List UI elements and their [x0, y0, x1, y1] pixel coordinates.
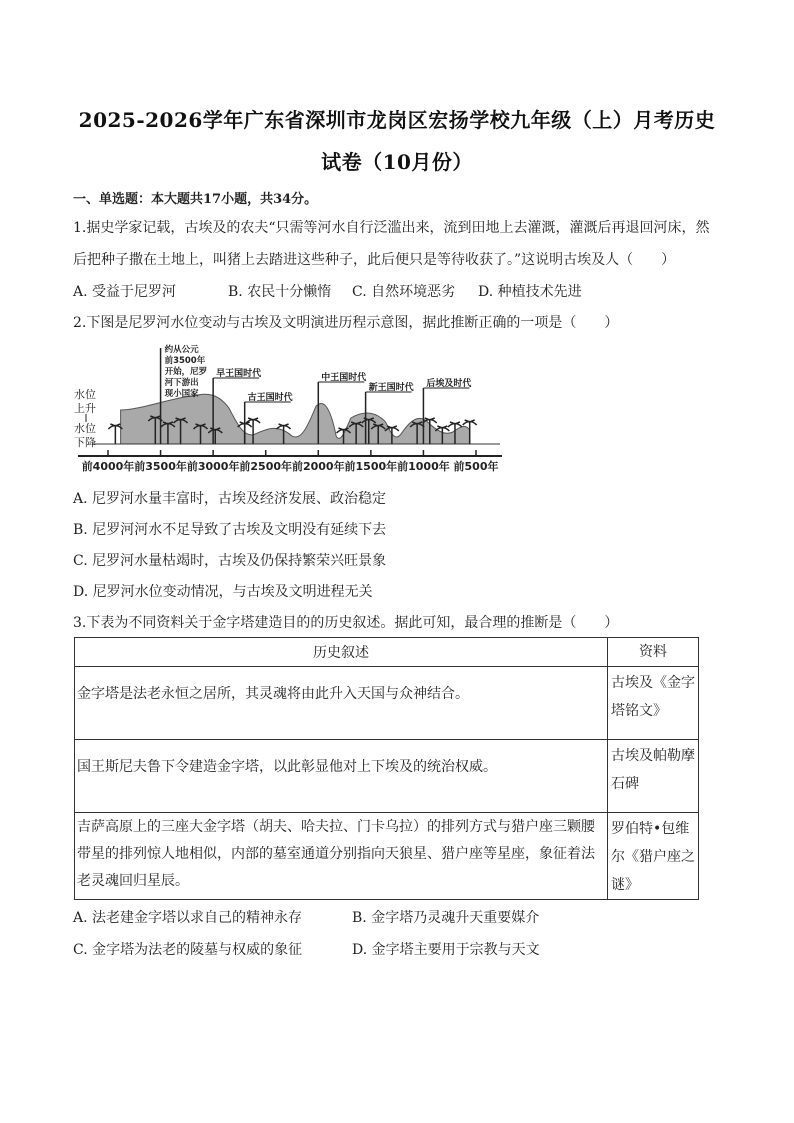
row2-narrative: 国王斯尼夫鲁下令建造金字塔，以此彰显他对上下埃及的统治权威。	[75, 740, 608, 813]
q1-stem-line2: 后把种子撒在土地上，叫猪上去踏进这些种子，此后便只是等待收获了。”这说明古埃及人（ ）	[73, 252, 676, 268]
ylabel-bottom-1: 水位	[74, 422, 96, 435]
q2-option-a[interactable]: A. 尼罗河水量丰富时，古埃及经济发展、政治稳定	[73, 491, 387, 507]
x-tick-label-4: 前2000年	[291, 460, 345, 473]
table-header-row	[75, 638, 699, 667]
ylabel-bottom-2: 下降	[74, 436, 96, 449]
table-row	[75, 667, 699, 740]
period-label-1: 古王国时代	[247, 393, 293, 403]
pyramid-sources-table	[74, 637, 699, 900]
q1-option-d[interactable]: D. 种植技术先进	[478, 284, 582, 300]
x-tick-label-3: 前2500年	[239, 460, 293, 473]
q3-options-row1	[73, 907, 539, 927]
section-header: 一、单选题：本大题共17小题，共34分。	[73, 192, 318, 207]
early-annotation-1: 前3500年	[164, 356, 206, 366]
q3-option-c[interactable]: C. 金字塔为法老的陵墓与权威的象征	[73, 942, 303, 958]
early-annotation-3: 河下游出	[164, 378, 199, 388]
q2-option-b[interactable]: B. 尼罗河河水不足导致了古埃及文明没有延续下去	[73, 522, 387, 538]
period-label-0: 早王国时代	[216, 369, 262, 379]
period-label-4: 后埃及时代	[426, 379, 472, 389]
q2-stem: 2.下图是尼罗河水位变动与古埃及文明演进历程示意图，据此推断正确的一项是（ ）	[73, 315, 619, 331]
early-annotation-2: 开始，尼罗	[164, 367, 208, 377]
q1-option-a[interactable]: A. 受益于尼罗河	[73, 284, 177, 300]
q1-stem-line1: 1.据史学家记载，古埃及的农夫“只需等河水自行泛滥出来，流到田地上去灌溉，灌溉后再退回河床，然	[73, 220, 710, 236]
x-tick-label-2: 前3000年	[186, 460, 240, 473]
ylabel-top-1: 水位	[74, 388, 96, 401]
row1-narrative: 金字塔是法老永恒之居所，其灵魂将由此升入天国与众神结合。	[75, 667, 608, 740]
row3-narrative: 吉萨高原上的三座大金字塔（胡夫、哈夫拉、门卡乌拉）的排列方式与猎户座三颗腰 带星的排列惊人地相似，内部的墓室通道分别指向天狼星、猎户座等星座，象征着法 老灵魂回归星辰。	[75, 813, 608, 900]
q3-option-a[interactable]: A. 法老建金字塔以求自己的精神永存	[73, 910, 303, 926]
q1-option-b[interactable]: B. 农民十分懒惰	[228, 284, 332, 300]
header-source: 资料	[608, 638, 699, 667]
q1-options	[73, 281, 582, 301]
row1-source: 古埃及《金字 塔铭文》	[608, 667, 699, 740]
exam-title-line1: 2025-2026学年广东省深圳市龙岗区宏扬学校九年级（上）月考历史	[78, 108, 716, 132]
row2-source: 古埃及帕勒摩 石碑	[608, 740, 699, 813]
nile-water-level-chart	[72, 340, 504, 475]
table-row	[75, 740, 699, 813]
period-label-2: 中王国时代	[321, 373, 367, 383]
x-tick-label-6: 前1000年	[397, 460, 450, 473]
q1-option-c[interactable]: C. 自然环境恶劣	[352, 284, 456, 300]
q3-stem: 3.下表为不同资料关于金字塔建造目的的历史叙述。据此可知，最合理的推断是（ ）	[73, 615, 619, 631]
x-tick-label-5: 前1500年	[344, 460, 398, 473]
q3-option-d[interactable]: D. 金字塔主要用于宗教与天文	[352, 942, 540, 958]
row3-source: 罗伯特•包维 尔《猎户座之 谜》	[608, 813, 699, 900]
x-tick-label-7: 前500年	[453, 460, 499, 473]
q3-option-b[interactable]: B. 金字塔乃灵魂升天重要媒介	[352, 910, 540, 926]
x-tick-label-0: 前4000年	[81, 460, 135, 473]
exam-title-line2: 试卷（10月份）	[321, 150, 473, 174]
early-annotation-4: 现小国家	[164, 389, 199, 399]
q2-option-c[interactable]: C. 尼罗河水量枯竭时，古埃及仍保持繁荣兴旺景象	[73, 553, 387, 569]
q2-option-d[interactable]: D. 尼罗河水位变动情况，与古埃及文明进程无关	[73, 584, 373, 600]
header-narrative: 历史叙述	[75, 638, 608, 667]
x-tick-label-1: 前3500年	[134, 460, 187, 473]
period-label-3: 新王国时代	[368, 383, 414, 393]
ylabel-top-2: 上升	[74, 402, 96, 415]
early-annotation-0: 约从公元	[164, 345, 199, 355]
table-row	[75, 813, 699, 900]
q3-options-row2	[73, 939, 540, 959]
